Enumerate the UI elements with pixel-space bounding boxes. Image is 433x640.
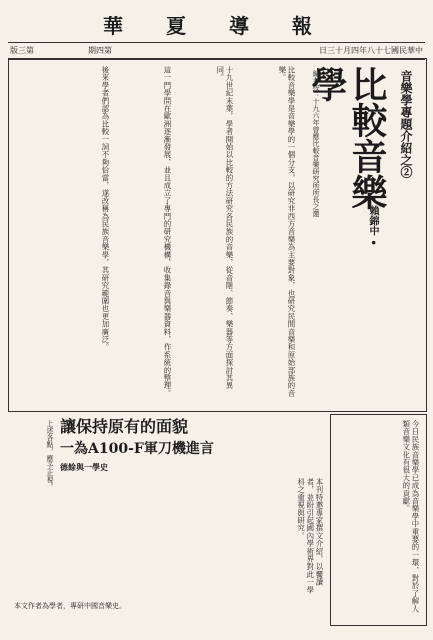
footnote-a: 上述各點，應予正視。 — [46, 420, 54, 490]
page-number: 版三第 — [10, 46, 34, 55]
issue-number: 期四第 — [88, 46, 112, 55]
feature-title: 比較音樂學 — [306, 66, 388, 210]
body-column: 後來學者們認為比較一詞不夠恰當，遂改稱為民族音樂學，其研究範圍也更加廣泛。 — [101, 66, 110, 351]
masthead — [0, 0, 433, 44]
article-subtitle: 一為A100-F軍刀機進言 — [60, 441, 214, 457]
body-column: 這一門學問在歐洲逐漸發展，並且成立了專門的研究機構，收集錄音與樂器資料，作系統的整理。 — [163, 66, 172, 398]
body-column: 比較音樂學是音樂學的一個分支，以研究非西方音樂為主要對象，也研究民間音樂和原始部族的音樂。 — [277, 66, 296, 398]
feature-author: • 賴錦中 • — [367, 196, 378, 246]
editor-note: 編者按：十九六年曾應比較音樂研究所所長之邀 — [312, 70, 320, 217]
article-byline: 德餘與一學史 — [60, 462, 108, 472]
body-column: 十九世紀末葉，學者開始以比較的方法研究各民族的音樂，從音階、節奏、樂器等方面探討其異同。 — [215, 66, 234, 390]
date: 日三十月四年八十七國民華中 — [319, 46, 423, 55]
feature-series: 音樂學專題介紹之② — [399, 70, 413, 178]
footnote-b: 本文作者為學者，專研中國音樂史。 — [14, 602, 126, 610]
masthead-title: 華 夏 導 報 — [103, 14, 330, 38]
article-body: 本刊特邀專家撰文介紹，以饗讀者，並盼引起國內學術界對此一學科之重視與研究。 — [296, 478, 324, 594]
article-title: 讓保持原有的面貌 — [60, 417, 189, 436]
side-column: 今日民族音樂學已成為音樂學中重要的一環，對於了解人類音樂文化有很大的貢獻。 — [401, 420, 420, 613]
